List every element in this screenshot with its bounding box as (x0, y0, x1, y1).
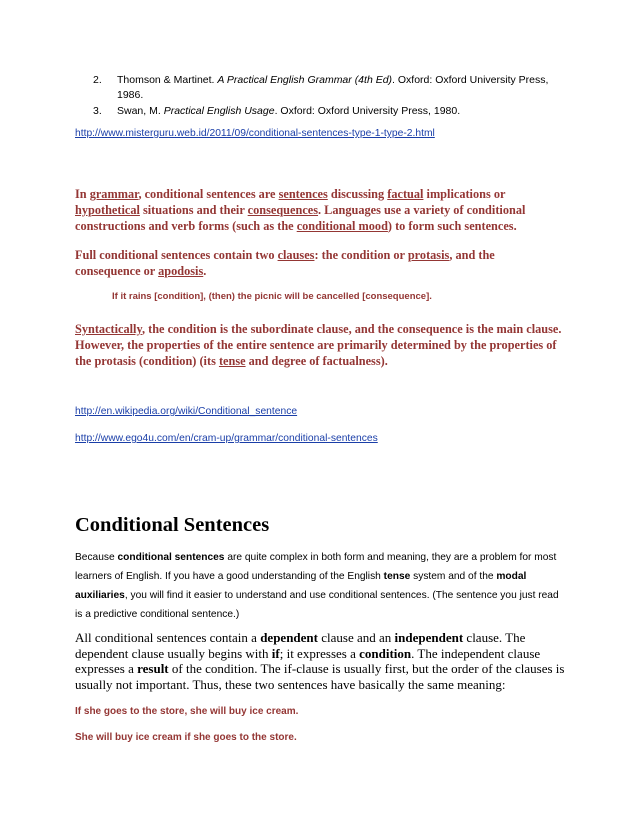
paragraph-syntax: Syntactically, the condition is the subordinate clause, and the consequence is the main clause. However, the properties of the entire sentence are primarily determined by the properties of the protasis (condition) (its tense and degree of factualness). (75, 322, 562, 368)
reference-text: Thomson & Martinet. A Practical English Grammar (4th Ed). Oxford: Oxford University Press, 1986. (117, 74, 549, 101)
reference-text: Swan, M. Practical English Usage. Oxford: Oxford University Press, 1980. (117, 105, 461, 117)
paragraph-grammar-intro: In grammar, conditional sentences are sentences discussing factual implications or hypothetical situations and their consequences. Languages use a variety of conditional constructions and verb forms (such as the conditional mood) to form such sentences. (75, 187, 526, 233)
reference-number: 3. (93, 105, 102, 117)
hypothetical-link[interactable]: hypothetical (75, 203, 140, 217)
example-sentence: If she goes to the store, she will buy ice cream. (75, 706, 299, 717)
reference-number: 2. (93, 74, 102, 86)
paragraph-because: Because conditional sentences are quite complex in both form and meaning, they are a problem for most learners of English. If you have a good understanding of the English tense system and of the modal auxiliaries, you will find it easier to understand and use conditional sentences. (The sentence you just read is a predictive conditional sentence.) (75, 552, 559, 620)
tense-link[interactable]: tense (218, 354, 246, 368)
protasis-link[interactable]: protasis (407, 248, 450, 262)
ego4u-link[interactable]: http://www.ego4u.com/en/cram-up/grammar/conditional-sentences (75, 433, 378, 444)
apodosis-link[interactable]: apodosis (158, 264, 204, 278)
paragraph-clauses: Full conditional sentences contain two clauses: the condition or protasis, and the consequence or apodosis. (75, 248, 495, 278)
misterguru-link[interactable]: http://www.misterguru.web.id/2011/09/conditional-sentences-type-1-type-2.html (75, 128, 435, 139)
consequences-link[interactable]: consequences (247, 203, 319, 217)
wikipedia-link[interactable]: http://en.wikipedia.org/wiki/Conditional_sentence (75, 406, 298, 417)
sentences-link[interactable]: sentences (278, 187, 328, 201)
grammar-link[interactable]: grammar (89, 187, 139, 201)
syntactically-link[interactable]: Syntactically (75, 322, 142, 336)
example-sentence: She will buy ice cream if she goes to the store. (75, 732, 297, 743)
page-title: Conditional Sentences (75, 514, 270, 536)
factual-link[interactable]: factual (387, 187, 424, 201)
example-rain: If it rains [condition], (then) the picnic will be cancelled [consequence]. (112, 291, 432, 302)
conditional-mood-link[interactable]: conditional mood (296, 219, 388, 233)
reference-item (76, 104, 576, 119)
reference-list (76, 73, 576, 119)
paragraph-dependent-independent: All conditional sentences contain a dependent clause and an independent clause. The dependent clause usually begins with if; it expresses a condition. The independent clause expresses a result of the condition. The if-clause is usually first, but the order of the clauses is usually not important. Thus, these two sentences have basically the same meaning: (75, 630, 565, 692)
reference-item (76, 73, 576, 103)
clauses-link[interactable]: clauses (277, 248, 315, 262)
